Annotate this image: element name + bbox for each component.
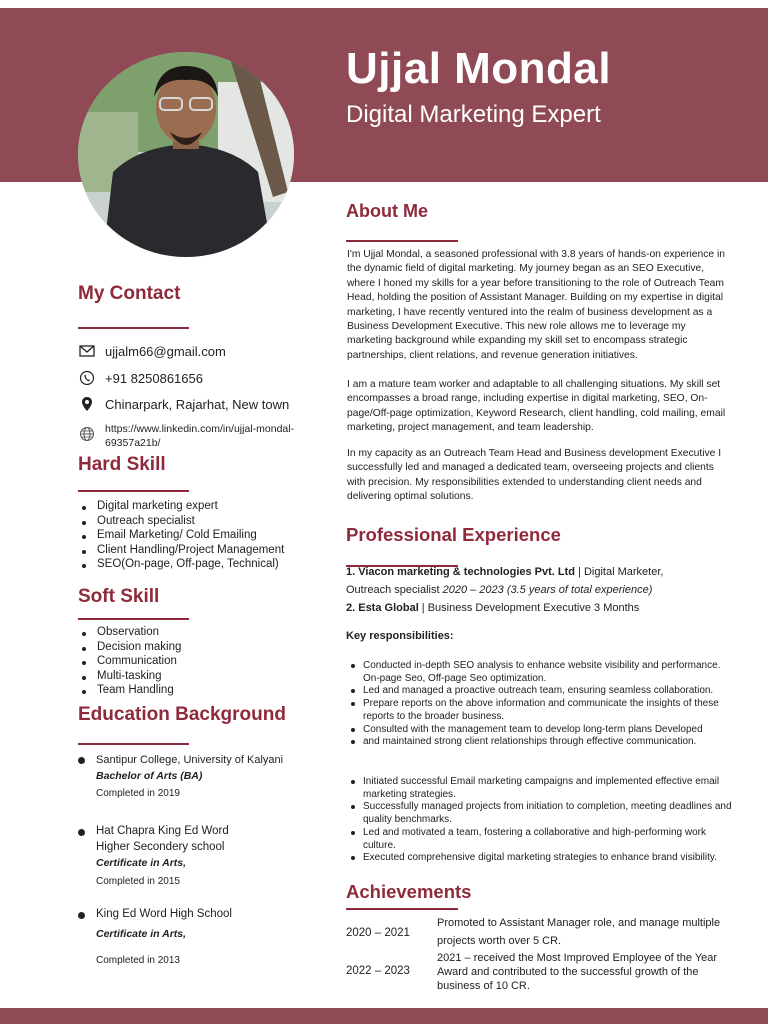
list-item: Observation	[80, 625, 181, 640]
list-item: Multi-tasking	[80, 669, 181, 684]
about-paragraph-2: I am a mature team worker and adaptable to all challenging situations. My skill set encompasses a broad range, including expertise in digital marketing, SEO, On-page/Off-page optimization, Keyword Research, client handling, cold mailing, email marketing, project management, and team leadership.	[347, 379, 726, 434]
about-rule	[346, 240, 458, 242]
list-item: Prepare reports on the above information and communicate the insights of these reports to the broader business.	[349, 698, 739, 723]
contact-email	[78, 342, 226, 360]
list-item: Outreach specialist	[80, 514, 284, 529]
company-name: 2. Esta Global	[346, 602, 419, 614]
list-item: Digital marketing expert	[80, 499, 284, 514]
responsibilities-list-1	[349, 660, 739, 749]
company-name: 1. Viacon marketing & technologies Pvt. Ltd	[346, 566, 576, 578]
achievement-years: 2022 – 2023	[346, 965, 410, 977]
list-item: Conducted in-depth SEO analysis to enhance website visibility and performance. On-page Seo, Off-page Seo optimization.	[349, 660, 739, 685]
job-entry-2	[346, 599, 746, 617]
phone-icon	[78, 369, 96, 387]
list-item: and maintained strong client relationships through effective communication.	[349, 736, 739, 749]
top-margin	[0, 0, 768, 8]
school-name: Santipur College, University of Kalyani	[96, 754, 284, 766]
completed: Completed in 2015	[96, 876, 180, 887]
completed: Completed in 2019	[96, 788, 180, 799]
contact-address	[78, 395, 289, 413]
school-name-line2: Higher Secondery school	[96, 841, 225, 853]
list-item: Team Handling	[80, 683, 181, 698]
candidate-title: Digital Marketing Expert	[346, 101, 601, 128]
address-text: Chinarpark, Rajarhat, New town	[105, 396, 290, 412]
list-item: Led and managed a proactive outreach team, ensuring seamless collaboration.	[349, 685, 739, 698]
soft-skill-heading: Soft Skill	[78, 586, 160, 607]
about-paragraph-3: In my capacity as an Outreach Team Head and Business development Executive I successfully led and managed a dedicated team, overseeing projects and clients with precision. My responsibilities extended to understanding client needs and delivering optimal solutions.	[347, 448, 722, 503]
achievement-text: 2021 – received the Most Improved Employee of the Year Award and contributed to the successful growth of the business of 10 CR.	[437, 952, 718, 992]
hard-skill-list	[80, 499, 284, 572]
degree: Certificate in Arts,	[96, 857, 187, 869]
degree: Certificate in Arts,	[96, 928, 187, 940]
education-entry	[78, 752, 283, 802]
list-item: Led and motivated a team, fostering a collaborative and high-performing work culture.	[349, 827, 739, 852]
bullet	[78, 912, 85, 919]
completed: Completed in 2013	[96, 955, 180, 966]
job-period: 2020 – 2023 (3.5 years of total experience)	[442, 584, 653, 596]
soft-skill-list	[80, 625, 181, 698]
school-name: Hat Chapra King Ed Word	[96, 825, 229, 837]
education-rule	[78, 743, 189, 745]
list-item: Executed comprehensive digital marketing strategies to enhance brand visibility.	[349, 852, 739, 865]
location-pin-icon	[78, 395, 96, 413]
list-item: Consulted with the management team to develop long-term plans Developed	[349, 724, 739, 737]
job-role: | Digital Marketer,	[575, 566, 664, 578]
achievements-rule	[346, 908, 458, 910]
contact-linkedin	[78, 422, 294, 450]
responsibilities-list-2	[349, 776, 739, 865]
list-item: Email Marketing/ Cold Emailing	[80, 528, 284, 543]
contact-heading: My Contact	[78, 283, 181, 304]
degree: Bachelor of Arts (BA)	[96, 770, 203, 782]
job-entry-1	[346, 563, 746, 599]
list-item: Initiated successful Email marketing campaigns and implemented effective email marketing strategies.	[349, 776, 739, 801]
candidate-name: Ujjal Mondal	[346, 44, 612, 93]
list-item: SEO(On-page, Off-page, Technical)	[80, 557, 284, 572]
list-item: Successfully managed projects from initiation to completion, meeting deadlines and quality benchmarks.	[349, 801, 739, 826]
contact-rule	[78, 327, 189, 329]
list-item: Decision making	[80, 640, 181, 655]
bullet	[78, 829, 85, 836]
linkedin-link[interactable]: https://www.linkedin.com/in/ujjal-mondal- 69357a21b/	[105, 423, 295, 449]
job-role-line2: Outreach specialist	[346, 584, 443, 596]
bullet	[78, 757, 85, 764]
soft-skill-rule	[78, 618, 189, 620]
education-entry	[78, 823, 229, 890]
achievement-years: 2020 – 2021	[346, 927, 410, 939]
email-text[interactable]: ujjalm66@gmail.com	[105, 343, 226, 359]
responsibilities-heading: Key responsibilities:	[346, 630, 454, 642]
education-heading: Education Background	[78, 704, 286, 725]
mail-icon	[78, 342, 96, 360]
education-entry	[78, 906, 232, 969]
globe-icon	[78, 425, 96, 443]
experience-heading: Professional Experience	[346, 524, 561, 545]
hard-skill-heading: Hard Skill	[78, 454, 166, 475]
about-paragraph-1: I'm Ujjal Mondal, a seasoned professional with 3.8 years of hands-on experience in the dynamic field of digital marketing. My journey began as an SEO Executive, where I honed my skills for a year before transitioning to the role of Outreach Team Head, holding the position of Assistant Manager. Building on my expertise in digital marketing, I have recently ventured into the realm of business development as a Business Development Executive. This new role allows me to leverage my marketing background while expanding my skill set to encompass strategic partnerships, client relations, and revenue generation initiatives.	[347, 249, 726, 361]
achievements-heading: Achievements	[346, 881, 472, 902]
list-item: Client Handling/Project Management	[80, 543, 284, 558]
about-heading: About Me	[346, 201, 428, 221]
phone-text: +91 8250861656	[105, 370, 203, 386]
job-role: | Business Development Executive 3 Months	[418, 602, 640, 614]
profile-photo	[78, 52, 294, 257]
contact-phone	[78, 369, 203, 387]
hard-skill-rule	[78, 490, 189, 492]
footer-band	[0, 1008, 768, 1024]
list-item: Communication	[80, 654, 181, 669]
school-name: King Ed Word High School	[96, 908, 232, 920]
achievement-text: Promoted to Assistant Manager role, and manage multiple projects worth over 5 CR.	[437, 917, 721, 947]
